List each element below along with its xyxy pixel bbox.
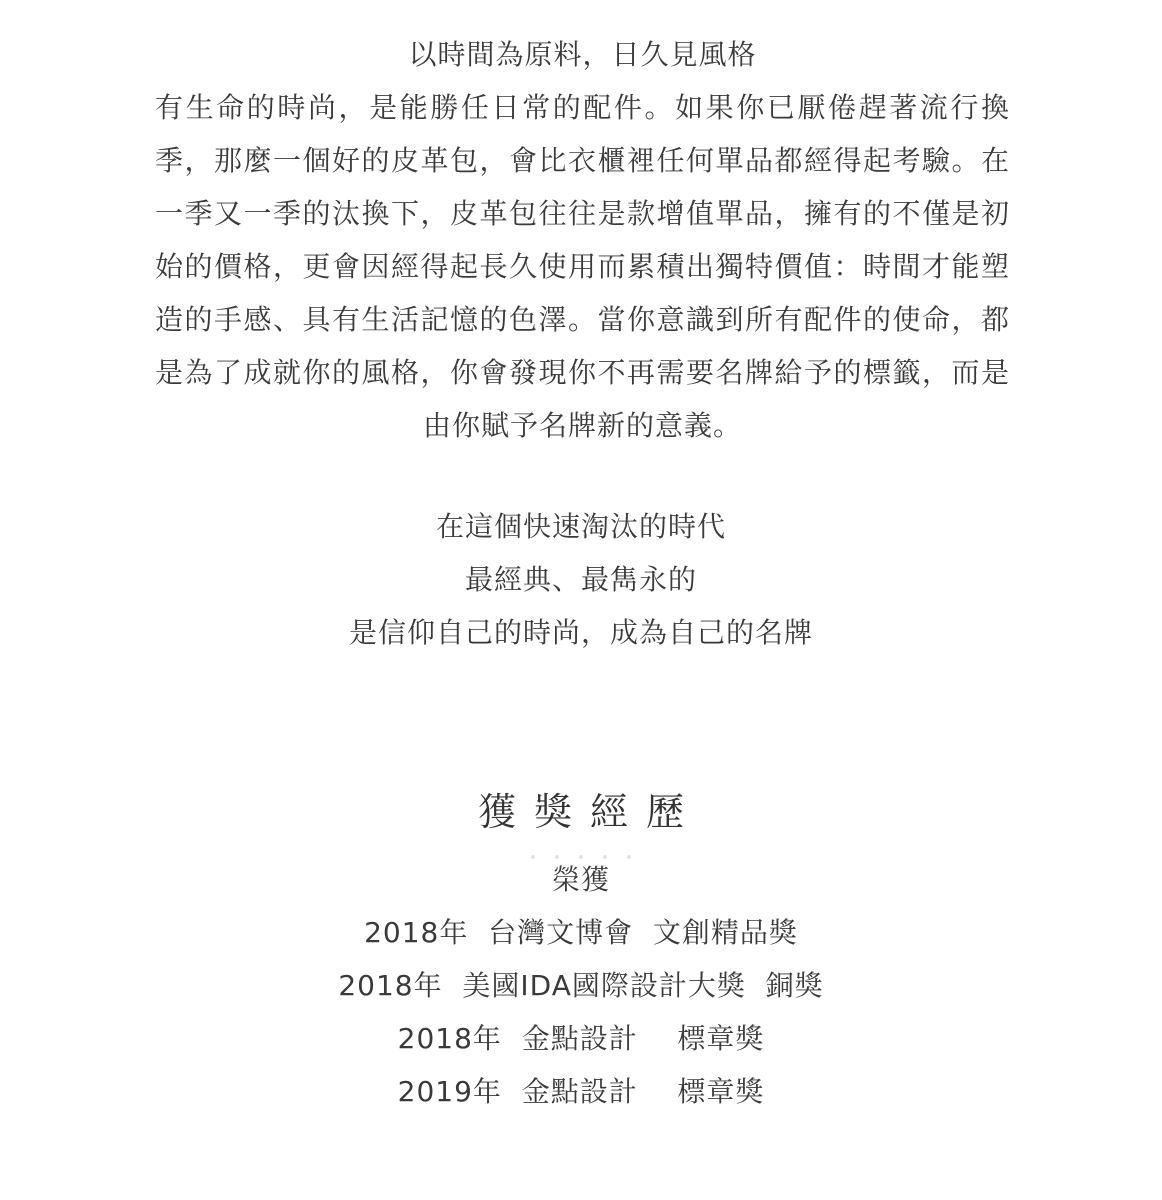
tagline-line-3: 是信仰自己的時尚，成為自己的名牌 bbox=[348, 616, 813, 649]
awards-section bbox=[0, 853, 1162, 1118]
divider-dots bbox=[0, 844, 1162, 850]
intro-paragraph: 有生命的時尚，是能勝任日常的配件。如果你已厭倦趕著流行換季，那麼一個好的皮革包，會比衣櫃裡任何單品都經得起考驗。在一季又一季的汰換下，皮革包往往是款增值單品，擁有的不僅是初始的價格，更會因經得起長久使用而累積出獨特價值：時間才能塑造的手感、具有生活記憶的色澤。當你意識到所有配件的使命，都是為了成就你的風格，你會發現你不再需要名牌給予的標籤，而是由你賦予名牌新的意義。 bbox=[155, 91, 1010, 442]
tagline-section bbox=[0, 500, 1162, 659]
award-item: 2019年 金點設計 標章獎 bbox=[397, 1075, 765, 1108]
award-item: 2018年 台灣文博會 文創精品獎 bbox=[364, 916, 798, 949]
intro-heading: 以時間為原料，日久見風格 bbox=[408, 38, 757, 71]
intro-section bbox=[155, 28, 1010, 452]
award-item: 2018年 金點設計 標章獎 bbox=[397, 1022, 765, 1055]
award-item: 2018年 美國IDA國際設計大獎 銅獎 bbox=[338, 969, 824, 1002]
tagline-line-1: 在這個快速淘汰的時代 bbox=[435, 510, 726, 543]
tagline-line-2: 最經典、最雋永的 bbox=[464, 563, 697, 596]
awards-subtitle: 榮獲 bbox=[551, 863, 610, 896]
awards-title: 獲獎經歷 bbox=[477, 790, 702, 834]
